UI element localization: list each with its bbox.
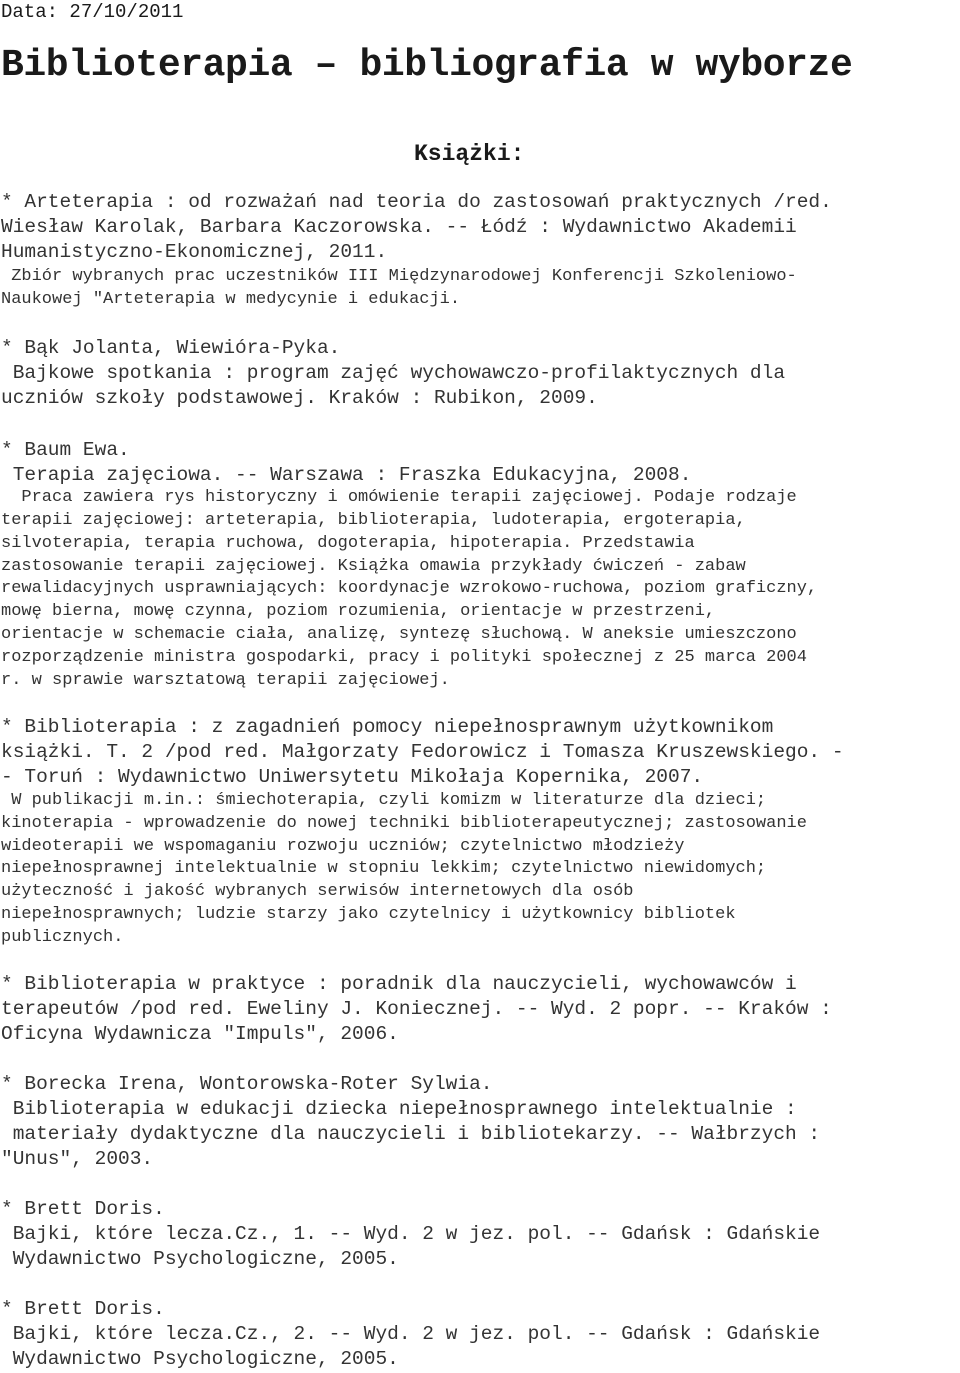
- entry-line: Naukowej "Arteterapia w medycynie i edukacji.: [1, 290, 461, 309]
- entry-line: * Borecka Irena, Wontorowska-Roter Sylwia.: [1, 1073, 493, 1095]
- entry-line: zastosowanie terapii zajęciowej. Książka omawia przykłady ćwiczeń - zabaw: [1, 557, 746, 576]
- entry-line: Bajki, które lecza.Cz., 2. -- Wyd. 2 w jez. pol. -- Gdańsk : Gdańskie: [1, 1323, 821, 1345]
- entry-line: publicznych.: [1, 928, 124, 947]
- entry-line: terapeutów /pod red. Eweliny J. Koniecznej. -- Wyd. 2 popr. -- Kraków :: [1, 998, 832, 1020]
- entry-line: Zbiór wybranych prac uczestników III Międzynarodowej Konferencji Szkoleniowo-: [1, 267, 797, 286]
- entry-line: * Brett Doris.: [1, 1298, 165, 1320]
- entry-line: Bajkowe spotkania : program zajęć wychowawczo-profilaktycznych dla: [1, 362, 786, 384]
- entry-line: silvoterapia, terapia ruchowa, dogoterapia, hipoterapia. Przedstawia: [1, 534, 695, 553]
- entry-line: Wiesław Karolak, Barbara Kaczorowska. -- Łódź : Wydawnictwo Akademii: [1, 216, 797, 238]
- entry-line: Wydawnictwo Psychologiczne, 2005.: [1, 1348, 399, 1370]
- entry-line: orientacje w schemacie ciała, analizę, syntezę słuchową. W aneksie umieszczono: [1, 625, 797, 644]
- entry-line: Humanistyczno-Ekonomicznej, 2011.: [1, 241, 388, 263]
- entry-line: r. w sprawie warsztatową terapii zajęciowej.: [1, 671, 450, 690]
- entry-line: użyteczność i jakość wybranych serwisów internetowych dla osób: [1, 882, 634, 901]
- entry-line: - Toruń : Wydawnictwo Uniwersytetu Mikołaja Kopernika, 2007.: [1, 766, 704, 788]
- entry-line: Wydawnictwo Psychologiczne, 2005.: [1, 1248, 399, 1270]
- entry-line: uczniów szkoły podstawowej. Kraków : Rubikon, 2009.: [1, 387, 598, 409]
- page-title: Biblioterapia – bibliografia w wyborze: [1, 44, 853, 87]
- entry-line: Oficyna Wydawnicza "Impuls", 2006.: [1, 1023, 399, 1045]
- entry-line: * Bąk Jolanta, Wiewióra-Pyka.: [1, 337, 341, 359]
- entry-line: kinoterapia - wprowadzenie do nowej techniki biblioterapeutycznej; zastosowanie: [1, 814, 807, 833]
- entry-line: rozporządzenie ministra gospodarki, pracy i polityki społecznej z 25 marca 2004: [1, 648, 807, 667]
- document-date: Data: 27/10/2011: [1, 1, 184, 23]
- entry-line: Terapia zajęciowa. -- Warszawa : Fraszka Edukacyjna, 2008.: [1, 464, 692, 486]
- entry-line: terapii zajęciowej: arteterapia, biblioterapia, ludoterapia, ergoterapia,: [1, 511, 746, 530]
- entry-line: rewalidacyjnych usprawniających: koordynacje wzrokowo-ruchowa, poziom graficzny,: [1, 579, 818, 598]
- entry-line: mowę bierna, mowę czynna, poziom rozumienia, orientacje w przestrzeni,: [1, 602, 716, 621]
- entry-line: Bajki, które lecza.Cz., 1. -- Wyd. 2 w jez. pol. -- Gdańsk : Gdańskie: [1, 1223, 821, 1245]
- entry-line: materiały dydaktyczne dla nauczycieli i bibliotekarzy. -- Wałbrzych :: [1, 1123, 821, 1145]
- entry-line: niepełnosprawnej intelektualnie w stopniu lekkim; czytelnictwo niewidomych;: [1, 859, 767, 878]
- entry-line: "Unus", 2003.: [1, 1148, 154, 1170]
- entry-line: wideoterapii we wspomaganiu rozwoju uczniów; czytelnictwo młodzieży: [1, 837, 685, 856]
- entry-line: * Brett Doris.: [1, 1198, 165, 1220]
- entry-line: książki. T. 2 /pod red. Małgorzaty Fedorowicz i Tomasza Kruszewskiego. -: [1, 741, 844, 763]
- entry-line: * Arteterapia : od rozważań nad teoria do zastosowań praktycznych /red.: [1, 191, 832, 213]
- entry-line: W publikacji m.in.: śmiechoterapia, czyli komizm w literaturze dla dzieci;: [1, 791, 767, 810]
- section-heading-books: Książki:: [414, 141, 525, 167]
- entry-line: Biblioterapia w edukacji dziecka niepełnosprawnego intelektualnie :: [1, 1098, 797, 1120]
- entry-line: Praca zawiera rys historyczny i omówienie terapii zajęciowej. Podaje rodzaje: [1, 488, 797, 507]
- entry-line: * Biblioterapia w praktyce : poradnik dla nauczycieli, wychowawców i: [1, 973, 797, 995]
- entry-line: * Baum Ewa.: [1, 439, 130, 461]
- entry-line: niepełnosprawnych; ludzie starzy jako czytelnicy i użytkownicy bibliotek: [1, 905, 736, 924]
- entry-line: * Biblioterapia : z zagadnień pomocy niepełnosprawnym użytkownikom: [1, 716, 774, 738]
